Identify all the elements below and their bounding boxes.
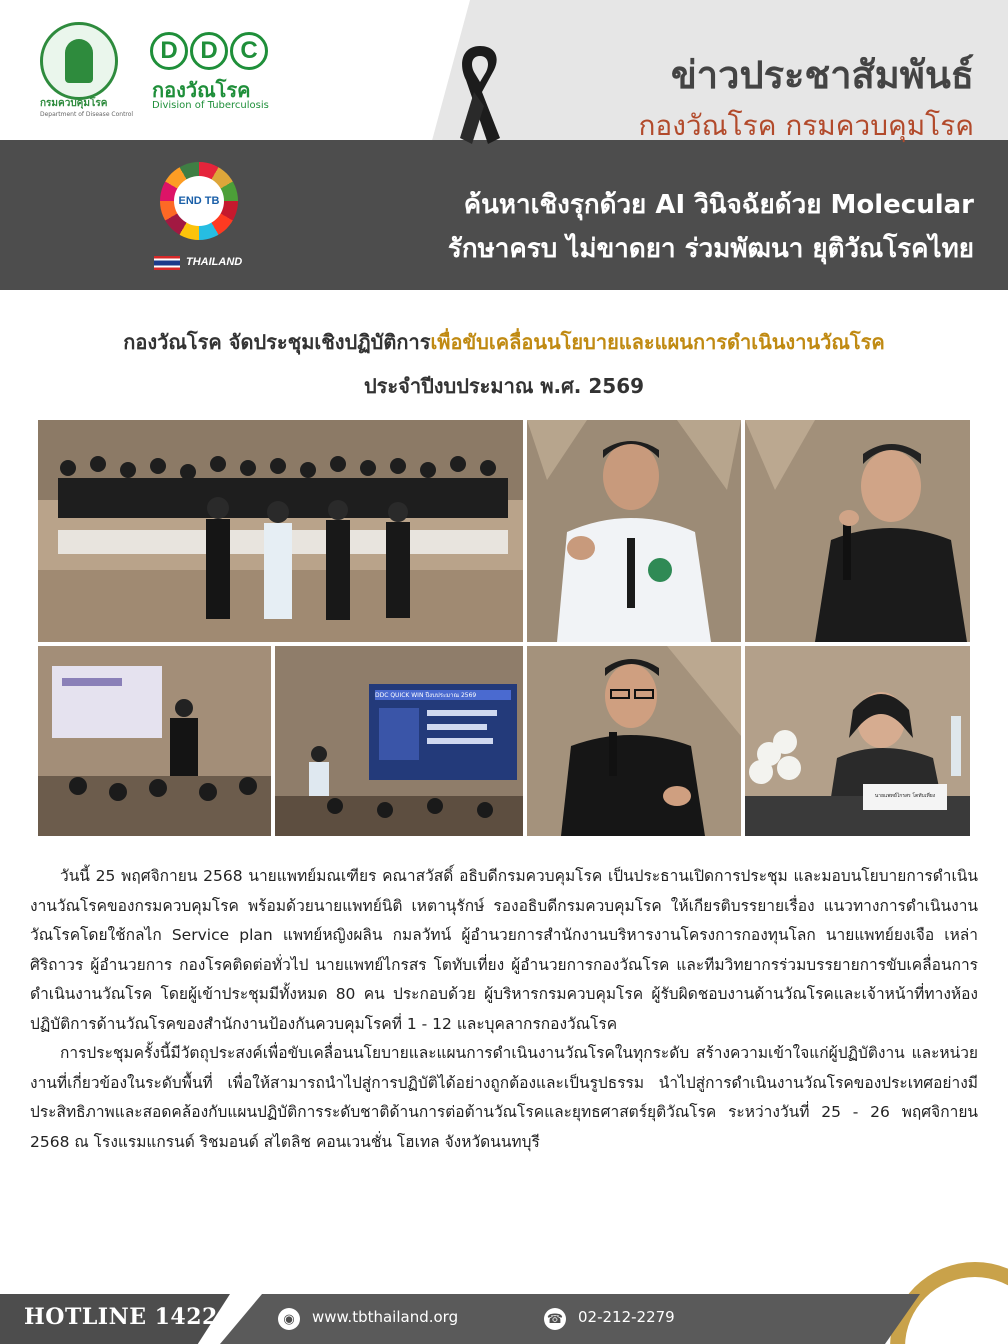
ddc-logo — [150, 32, 268, 70]
mourning-ribbon-icon — [448, 40, 512, 152]
ddc-letter: D — [150, 32, 188, 70]
country-label: THAILAND — [186, 256, 243, 268]
thai-flag-icon — [154, 256, 180, 270]
news-title-line-2: ประจำปีงบประมาณ พ.ศ. 2569 — [363, 374, 645, 398]
article-paragraph-2-text: การประชุมครั้งนี้มีวัตถุประสงค์เพื่อขับเคลื่อนนโยบายและแผนการดำเนินงานวัณโรคในทุกระดับ สร้างความเข้าใจแก่ผู้ปฏิบัติงาน และหน่วยงานที่เกี่ยวข้องในระดับพื้นที่ เพื่อให้สามารถนำไปสู่การปฏิบัติได้อย่างถูกต้องและเป็นรูปธรรม นำไปสู่การดำเนินงานวัณโรคของประเทศอย่างมีประสิทธิภาพและสอดคล้องกับแผนปฏิบัติการระดับชาติด้านการต่อต้านวัณโรคและยุทธศาสตร์ยุติวัณโรค ระหว่างวันที่ 25 - 26 พฤศจิกายน 2568 ณ โรงแรมแกรนด์ ริชมอนด์ สไตลิช คอนเวนชั่น โฮเทล จังหวัดนนทบุรี — [30, 1044, 978, 1151]
news-title-part-2: เพื่อขับเคลื่อนนโยบายและแผนการดำเนินงานวัณโรค — [430, 330, 885, 354]
article-paragraph-2 — [30, 1039, 978, 1157]
moph-logo-label-en: Department of Disease Control — [40, 111, 134, 118]
photo-speaker-3 — [527, 646, 741, 836]
ddc-letter: D — [190, 32, 228, 70]
news-title-part-1: กองวัณโรค จัดประชุมเชิงปฏิบัติการ — [123, 330, 431, 354]
press-release-subtitle: กองวัณโรค กรมควบคุมโรค — [638, 109, 974, 142]
photo-speaker-4 — [745, 646, 970, 836]
website-link[interactable]: www.tbthailand.org — [312, 1308, 459, 1326]
headline-line-2: รักษาครบ ไม่ขาดยา ร่วมพัฒนา ยุติวัณโรคไทย — [447, 234, 974, 264]
footer-bar — [0, 1294, 1008, 1344]
article-body — [30, 862, 978, 1157]
ddc-letter: C — [230, 32, 268, 70]
ddc-name-th: กองวัณโรค — [152, 78, 251, 102]
ddc-name-en: Division of Tuberculosis — [152, 100, 269, 111]
headline-line-1: ค้นหาเชิงรุกด้วย AI วินิจฉัยด้วย Molecular — [463, 190, 974, 220]
press-release-title: ข่าวประชาสัมพันธ์ — [670, 53, 974, 97]
phone-icon: ☎ — [544, 1308, 566, 1330]
phone-number[interactable]: 02-212-2279 — [578, 1308, 675, 1326]
moph-logo — [40, 22, 118, 100]
article-paragraph-1 — [30, 862, 978, 1039]
slide-header-text: DDC QUICK WIN ปีงบประมาณ 2569 — [375, 692, 477, 699]
moph-logo-label-th: กรมควบคุมโรค — [40, 98, 108, 109]
photo-group — [38, 420, 523, 642]
endtb-logo — [150, 160, 250, 278]
photo-presenter — [38, 646, 271, 836]
hotline-label: HOTLINE 1422 — [24, 1304, 218, 1330]
globe-icon: ◉ — [278, 1308, 300, 1330]
news-title-line-1 — [0, 326, 1008, 358]
photo-conference-slide — [275, 646, 523, 836]
article-paragraph-1-text: วันนี้ 25 พฤศจิกายน 2568 นายแพทย์มณเฑียร คณาสวัสดิ์ อธิบดีกรมควบคุมโรค เป็นประธานเปิดการประชุม และมอบนโยบายการดำเนินงานวัณโรคของกรมควบคุมโรค พร้อมด้วยนายแพทย์นิติ เหตานุรักษ์ รองอธิบดีกรมควบคุมโรค ให้เกียรติบรรยายเรื่อง แนวทางการดำเนินงานวัณโรคโดยใช้กลไก Service plan แพทย์หญิงผลิน กมลวัทน์ ผู้อำนวยการสำนักงานบริหารงานโครงการกองทุนโลก นายแพทย์ยงเจือ เหล่าศิริถาวร ผู้อำนวยการ กองโรคติดต่อทั่วไป นายแพทย์ไกรสร โตทับเที่ยง ผู้อำนวยการกองวัณโรค และทีมวิทยากรร่วมบรรยายการขับเคลื่อนการดำเนินงานวัณโรค โดยผู้เข้าประชุมมีทั้งหมด 80 คน ประกอบด้วย ผู้บริหารกรมควบคุมโรค ผู้รับผิดชอบงานด้านวัณโรคและเจ้าหน้าที่ทางห้องปฏิบัติการด้านวัณโรคของสำนักงานป้องกันควบคุมโรคที่ 1 - 12 และบุคลากรกองวัณโรค — [30, 867, 978, 1033]
photo-speaker-1 — [527, 420, 741, 642]
photo-speaker-2 — [745, 420, 970, 642]
header-banner — [0, 0, 1008, 290]
endtb-label: END TB — [174, 176, 224, 226]
nameplate-text: นายแพทย์ไกรสร โตทับเที่ยง — [874, 793, 936, 799]
